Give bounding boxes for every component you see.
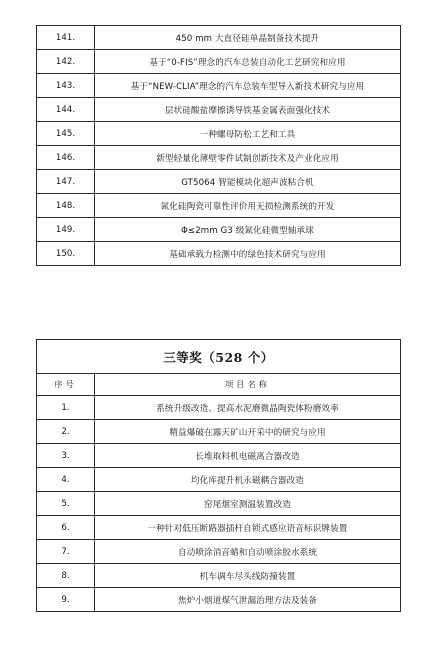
project-name: 长堆取料机电磁离合器改造 [95, 444, 401, 468]
row-number: 147. [37, 170, 95, 194]
project-name: 基于“0-FIS”理念的汽车总装自动化工艺研究和应用 [95, 50, 401, 74]
table-row [37, 26, 401, 50]
row-number: 148. [37, 194, 95, 218]
project-name: 系统升级改造、提高水泥磨微晶陶瓷体粉磨效率 [95, 396, 401, 420]
row-number: 4. [37, 468, 95, 492]
project-name: 焦炉小烟道煤气泄漏治理方法及装备 [95, 588, 401, 612]
table-row [37, 194, 401, 218]
table-row [37, 170, 401, 194]
table-row [37, 540, 401, 564]
table-row [37, 50, 401, 74]
award-table-continued [36, 25, 401, 266]
table-row [37, 444, 401, 468]
table-title-row [37, 340, 401, 374]
table-row [37, 564, 401, 588]
row-number: 141. [37, 26, 95, 50]
row-number: 150. [37, 242, 95, 266]
table-header-row [37, 374, 401, 396]
row-number: 1. [37, 396, 95, 420]
row-number: 146. [37, 146, 95, 170]
table-row [37, 242, 401, 266]
project-name: 窑尾烟室测温装置改造 [95, 492, 401, 516]
third-prize-table [36, 339, 401, 612]
row-number: 149. [37, 218, 95, 242]
row-number: 145. [37, 122, 95, 146]
table-title: 三等奖（528 个） [37, 340, 401, 374]
table-row [37, 516, 401, 540]
project-name: 新型轻量化薄壁零件试制创新技术及产业化应用 [95, 146, 401, 170]
project-name: 基础承载力检测中的绿色技术研究与应用 [95, 242, 401, 266]
table-row [37, 588, 401, 612]
table-row [37, 146, 401, 170]
project-name: 均化库提升机永磁耦合器改造 [95, 468, 401, 492]
project-name: 层状硅酸盐摩擦诱导铁基金属表面强化技术 [95, 98, 401, 122]
row-number: 8. [37, 564, 95, 588]
table-row [37, 122, 401, 146]
row-number: 144. [37, 98, 95, 122]
project-name: 基于“NEW-CLIA”理念的汽车总装车型导入新技术研究与应用 [95, 74, 401, 98]
table-row [37, 420, 401, 444]
project-name: 精益爆破在露天矿山开采中的研究与应用 [95, 420, 401, 444]
project-name: 自动喷涂消音蜡和自动喷涂胶水系统 [95, 540, 401, 564]
column-header-project-name: 项目名称 [95, 374, 401, 396]
row-number: 3. [37, 444, 95, 468]
row-number: 143. [37, 74, 95, 98]
project-name: Φ≤2mm G3 级氮化硅微型轴承球 [95, 218, 401, 242]
row-number: 9. [37, 588, 95, 612]
project-name: GT5064 智能模块化超声波粘合机 [95, 170, 401, 194]
table-row [37, 468, 401, 492]
project-name: 一种螺母防松工艺和工具 [95, 122, 401, 146]
table-row [37, 492, 401, 516]
table-body [37, 340, 401, 612]
row-number: 2. [37, 420, 95, 444]
table-row [37, 396, 401, 420]
project-name: 氮化硅陶瓷可靠性评价用无损检测系统的开发 [95, 194, 401, 218]
column-header-number: 序号 [37, 374, 95, 396]
row-number: 142. [37, 50, 95, 74]
table-row [37, 98, 401, 122]
project-name: 机车调车尽头线防撞装置 [95, 564, 401, 588]
row-number: 6. [37, 516, 95, 540]
project-name: 一种针对低压断路器插杆自锁式感应语音标识牌装置 [95, 516, 401, 540]
table-row [37, 218, 401, 242]
row-number: 7. [37, 540, 95, 564]
project-name: 450 mm 大直径硅单晶制备技术提升 [95, 26, 401, 50]
table-body [37, 26, 401, 266]
table-row [37, 74, 401, 98]
row-number: 5. [37, 492, 95, 516]
